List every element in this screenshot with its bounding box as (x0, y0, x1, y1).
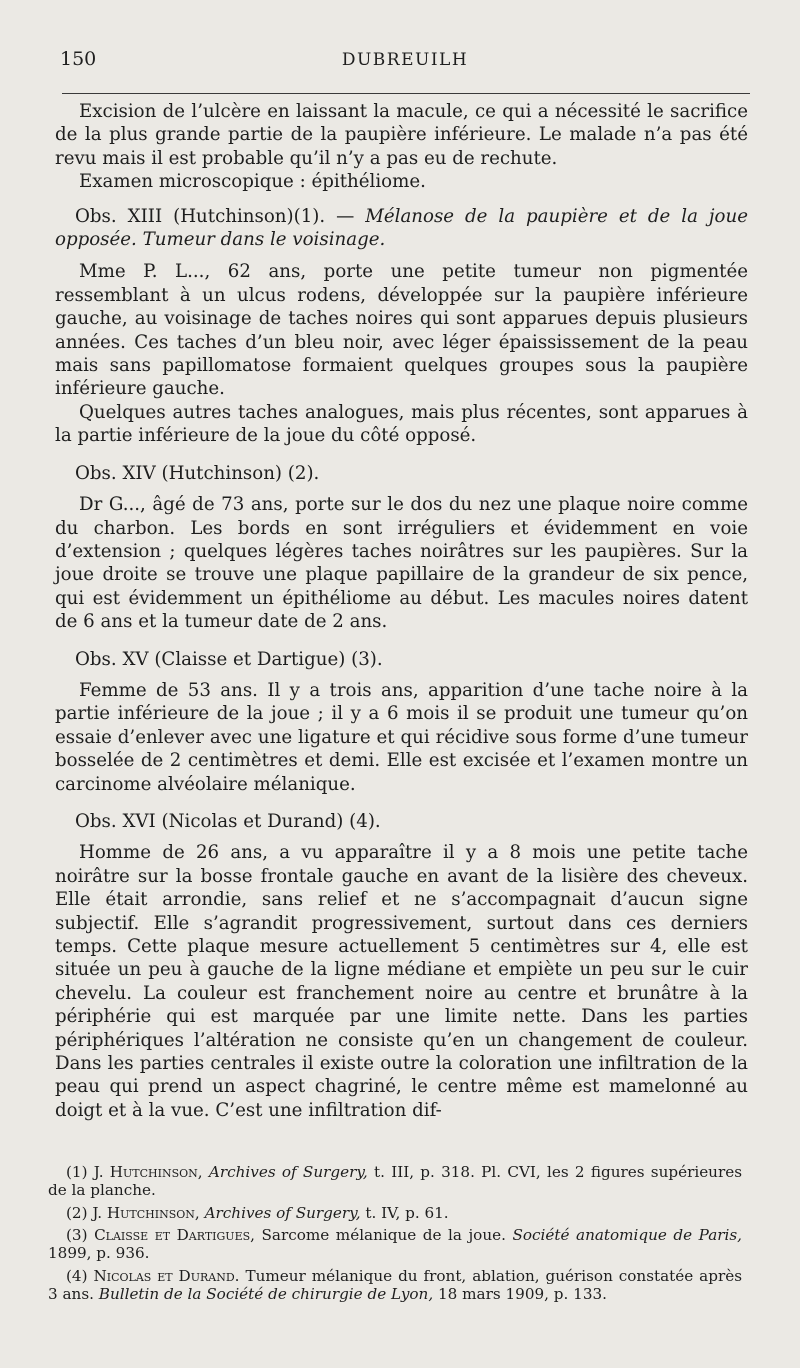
obs-15-heading: Obs. XV (Claisse et Dartigue) (3). (75, 648, 383, 670)
paragraph-obs-15-case: Femme de 53 ans. Il y a trois ans, apparition d’une tache noire à la partie inférieure de la joue ; il y a 6 mois il se produit une tumeur qu’on essaie d’enlever avec une ligature et qui récidive sous forme d’une tumeur bosselée de 2 centimètres et demi. Elle est excisée et l’examen montre un carcinome alvéolaire mélanique. (55, 679, 748, 795)
footnote-2 (48, 1205, 742, 1223)
obs-14-heading: Obs. XIV (Hutchinson) (2). (75, 462, 320, 484)
footnote-3-number: (3) (66, 1226, 88, 1245)
footnote-3-rest: 1899, p. 936. (48, 1244, 150, 1263)
obs-13-heading (55, 205, 748, 252)
footnote-1 (48, 1164, 742, 1200)
footnote-3-journal: Société anatomique de Paris, (512, 1226, 743, 1245)
footnote-1-rest: t. III, p. 318. Pl. CVI, les 2 figures supérieures de la planche. (48, 1163, 743, 1199)
obs-13-label: Obs. XIII (Hutchinson)(1). — (75, 205, 355, 227)
obs-13-title: Mélanose de la paupière et de la joue opposée. Tumeur dans le voisinage. (55, 205, 748, 251)
running-head: DUBREUILH (341, 50, 469, 70)
paragraph-excision: Excision de l’ulcère en laissant la macule, ce qui a nécessité le sacrifice de la plus grande partie de la paupière inférieure. Le malade n’a pas été revu mais il est probable qu’il n’y a pas eu de rechute. (55, 101, 748, 169)
body-text (55, 100, 748, 1122)
paragraph-obs-14-case: Dr G..., âgé de 73 ans, porte sur le dos du nez une plaque noire comme du charbon. Les bords en sont irréguliers et évidemment en voie d’extension ; quelques légères taches noirâtres sur les paupières. Sur la joue droite se trouve une plaque papillaire de la grandeur de six pence, qui est évidemment un épithéliome au début. Les macules noires datent de 6 ans et la tumeur date de 2 ans. (55, 494, 748, 633)
footnote-4 (48, 1268, 742, 1304)
obs-16-heading: Obs. XVI (Nicolas et Durand) (4). (75, 810, 381, 832)
paragraph-obs-16-case: Homme de 26 ans, a vu apparaître il y a 8 mois une petite tache noirâtre sur la bosse frontale gauche en avant de la lisière des cheveux. Elle était arrondie, sans relief et ne s’accompagnait d’aucun signe subjectif. Elle s’agrandit progressivement, surtout dans ces derniers temps. Cette plaque mesure actuellement 5 centimètres sur 4, elle est située un peu à gauche de la ligne médiane et empiète un peu sur le cuir chevelu. La couleur est franchement noire au centre et brunâtre à la périphérie qui est marquée par une limite nette. Dans les parties périphériques l’altération ne consiste qu’en un changement de couleur. Dans les parties centrales il existe outre la coloration une infiltration de la peau qui prend un aspect chagriné, le centre même est mamelonné au doigt et à la vue. C’est une infiltration dif- (55, 842, 748, 1121)
footnote-4-text: Tumeur mélanique du front, ablation, guérison constatée après 3 ans. (48, 1266, 743, 1303)
footnotes (48, 1164, 742, 1309)
paragraph-examen: Examen microscopique : épithéliome. (79, 171, 426, 193)
footnote-3-author: Claisse et Dartigues, (94, 1226, 255, 1245)
footnote-3 (48, 1227, 742, 1263)
paragraph-obs-13-case: Mme P. L..., 62 ans, porte une petite tumeur non pigmentée ressemblant à un ulcus rodens, développée sur la paupière inférieure gauche, au voisinage de taches noires qui sont apparues depuis plusieurs années. Ces taches d’un bleu noir, avec léger épaississement de la peau mais sans papillomatose formaient quelques groupes sous la paupière inférieure gauche. (55, 261, 748, 400)
footnote-4-rest: 18 mars 1909, p. 133. (438, 1284, 607, 1303)
footnote-1-journal: Archives of Surgery, (208, 1163, 368, 1181)
footnote-4-number: (4) (66, 1266, 88, 1285)
page-number: 150 (60, 48, 97, 70)
footnote-2-author: J. Hutchinson, (92, 1203, 200, 1222)
header-rule (62, 93, 750, 94)
footnote-2-journal: Archives of Surgery, (204, 1203, 361, 1222)
footnote-3-text: Sarcome mélanique de la joue. (261, 1226, 506, 1245)
footnote-1-number: (1) (66, 1163, 88, 1181)
footnote-2-rest: t. IV, p. 61. (365, 1203, 449, 1222)
footnote-1-author: J. Hutchinson, (93, 1163, 203, 1181)
footnote-4-journal: Bulletin de la Société de chirurgie de Lyon, (98, 1284, 434, 1303)
footnote-2-number: (2) (66, 1203, 88, 1222)
footnote-4-author: Nicolas et Durand. (93, 1266, 240, 1285)
paragraph-obs-13-extra: Quelques autres taches analogues, mais plus récentes, sont apparues à la partie inférieure de la joue du côté opposé. (55, 401, 748, 447)
page-header (60, 48, 750, 76)
